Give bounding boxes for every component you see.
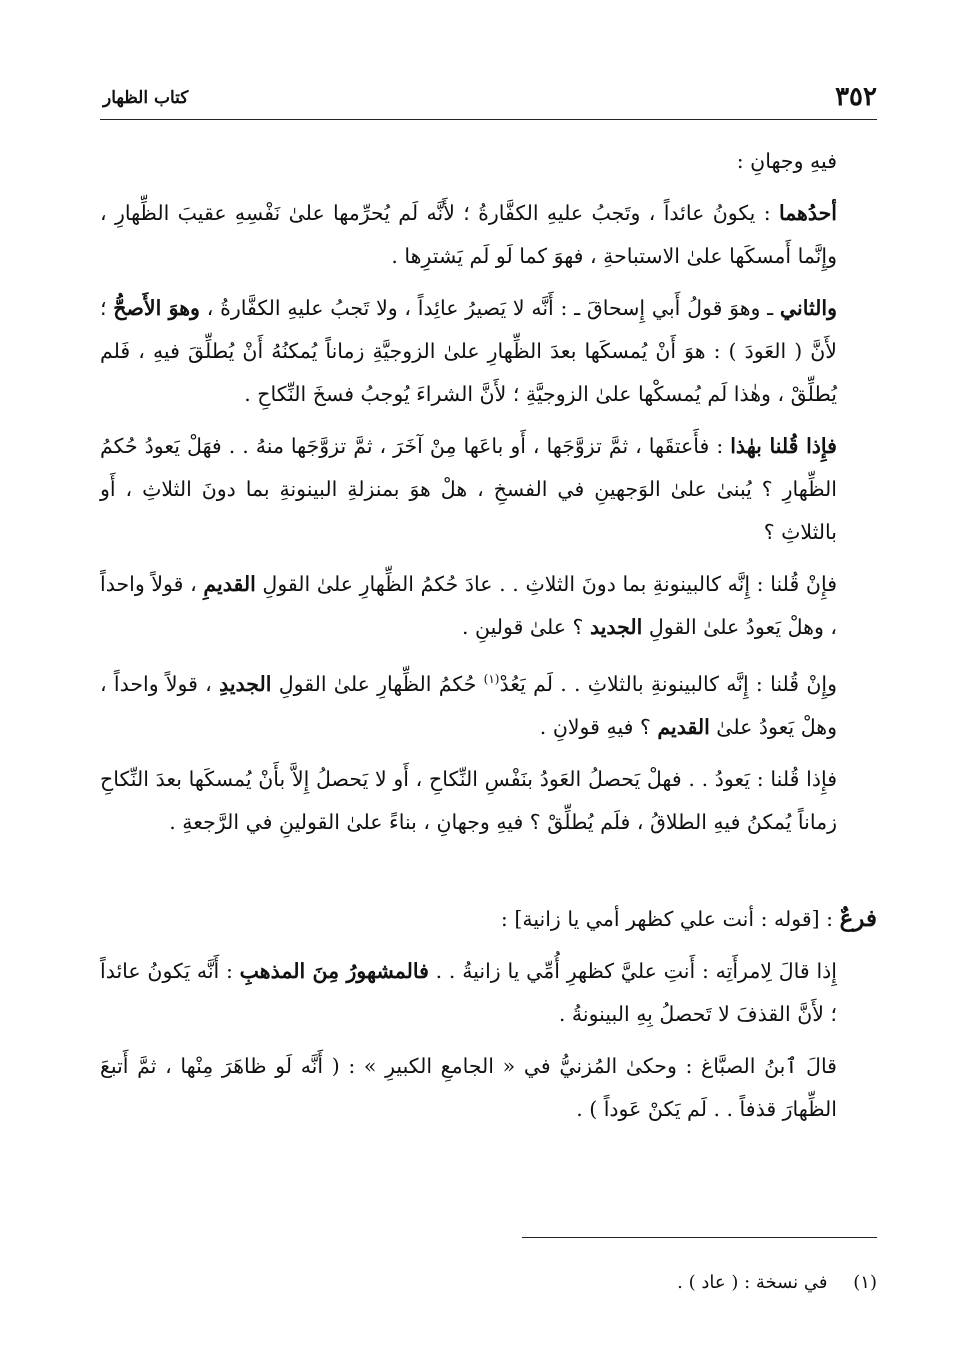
text: قالَ ٱبنُ الصبَّاغ : وحكىٰ المُزنيُّ في « الجامعِ الكبيرِ » : ( أَنَّه لَو ظاهَرَ مِنْها ، ثمَّ أَتبعَ الظِّهارَ قذفاً . . لَم يَكنْ عَوداً ) . <box>100 1053 837 1121</box>
text: ؟ علىٰ قولينِ . <box>461 615 590 639</box>
paragraph <box>100 758 877 844</box>
bold-term: فرعٌ <box>839 904 877 932</box>
paragraph <box>100 950 877 1036</box>
paragraph <box>100 425 877 554</box>
footnote <box>100 1268 877 1298</box>
text: فإِنْ قُلنا : إِنَّه كالبينونةِ بما دونَ الثلاثِ . . عادَ حُكمُ الظِّهارِ علىٰ القولِ <box>255 572 837 596</box>
footnote-marker[interactable]: (١) <box>483 672 500 686</box>
text: حُكمُ الظِّهارِ علىٰ القولِ <box>271 671 484 696</box>
main-text <box>100 140 877 1140</box>
bold-term: وهوَ الأَصحُّ <box>113 296 200 320</box>
bold-term: الجديدِ <box>219 671 272 696</box>
page-number: ٣٥٢ <box>835 82 877 112</box>
bold-term: القديمِ <box>203 572 256 596</box>
text: ؟ فيهِ قولانِ . <box>539 714 658 739</box>
bold-term: فإِذا قُلنا بهٰذا <box>730 434 837 458</box>
text: ، قولاً واحداً ، وهلْ يَعودُ علىٰ <box>100 671 837 739</box>
footnote-number: (١) <box>853 1272 877 1293</box>
page-header <box>103 82 877 116</box>
text: : أَنَّه يَكونُ عائداً ؛ لأَنَّ القذفَ لا تَحصلُ بِهِ البينونةُ . <box>100 958 837 1026</box>
text: وإِنْ قُلنا : إِنَّه كالبينونةِ بالثلاثِ . . لَم يَعُدْ <box>499 671 838 696</box>
text: فإِذا قُلنا : يَعودُ . . فهلْ يَحصلُ العَودُ بنَفْسِ النِّكاحِ ، أَو لا يَحصلُ إِلاَّ بأَنْ يُمسكَها بعدَ النِّكاحِ زماناً يُمكنُ فيهِ الطلاقُ ، فلَم يُطلِّقْ ؟ فيهِ وجهانِ ، بناءً علىٰ القولينِ في الرَّجعةِ . <box>100 766 837 834</box>
bold-term: والثاني <box>779 296 837 320</box>
bold-term: فالمشهورُ مِنَ المذهبِ <box>239 958 429 983</box>
paragraph <box>100 1045 877 1131</box>
footnote-rule <box>522 1237 877 1238</box>
paragraph <box>100 287 877 416</box>
text: : فأَعتقَها ، ثمَّ تزوَّجَها ، أَو باعَها مِنْ آخَرَ ، ثمَّ تزوَّجَها منهُ . . فهَلْ يَعودُ حُكمُ الظِّهارِ ؟ يُبنىٰ علىٰ الوَجهينِ في الفسخِ ، هلْ هوَ بمنزلةِ البينونةِ بما دونَ الثلاثِ ، أَو بالثلاثِ ؟ <box>100 434 837 544</box>
paragraph <box>100 140 877 183</box>
bold-term: الجديد <box>589 615 643 639</box>
text: : [قوله : أنت علي كظهر أمي يا زانية] : <box>500 906 840 931</box>
paragraph <box>100 563 877 649</box>
text: ، قولاً واحداً ، وهلْ يَعودُ علىٰ القولِ <box>100 572 837 639</box>
header-rule <box>100 119 877 120</box>
text: فيهِ وجهانِ : <box>736 149 837 173</box>
footnote-text: في نسخة : ( عاد ) . <box>677 1272 828 1293</box>
paragraph <box>100 658 877 749</box>
text: ؛ لأَنَّ ( العَودَ ) : هوَ أَنْ يُمسكَها بعدَ الظِّهارِ علىٰ الزوجيَّةِ زماناً يُمكنُهُ أَنْ يُطلِّقَ فيهِ ، فَلم يُطلِّقْ ، وهٰذا لَم يُمسكْها علىٰ الزوجيَّةِ ؛ لأَنَّ الشراءَ يُوجبُ فسخَ النِّكاحِ . <box>100 296 837 406</box>
bold-term: أحدُهما <box>778 201 837 225</box>
text: إِذا قالَ لِامرأَتِه : أَنتِ عليَّ كظهرِ أُمِّي يا زانيةُ . . <box>428 958 837 983</box>
text: : يكونُ عائداً ، وتَجبُ عليهِ الكفَّارةُ ؛ لأَنَّه لَم يُحرِّمها علىٰ نَفْسِهِ عقيبَ الظِّهارِ ، وإِنَّما أَمسكَها علىٰ الاستباحةِ ، فهوَ كما لَو لَم يَشترِها . <box>100 201 837 268</box>
running-title: كتاب الظهار <box>103 88 189 108</box>
bold-term: القديم <box>657 714 710 739</box>
subsection-heading <box>100 897 877 941</box>
text: ـ وهوَ قولُ أَبي إِسحاقَ ـ : أَنَّه لا يَصيرُ عائِداً ، ولا تَجبُ عليهِ الكفَّارةُ ، <box>199 296 780 320</box>
paragraph <box>100 192 877 278</box>
section-gap <box>100 853 877 897</box>
